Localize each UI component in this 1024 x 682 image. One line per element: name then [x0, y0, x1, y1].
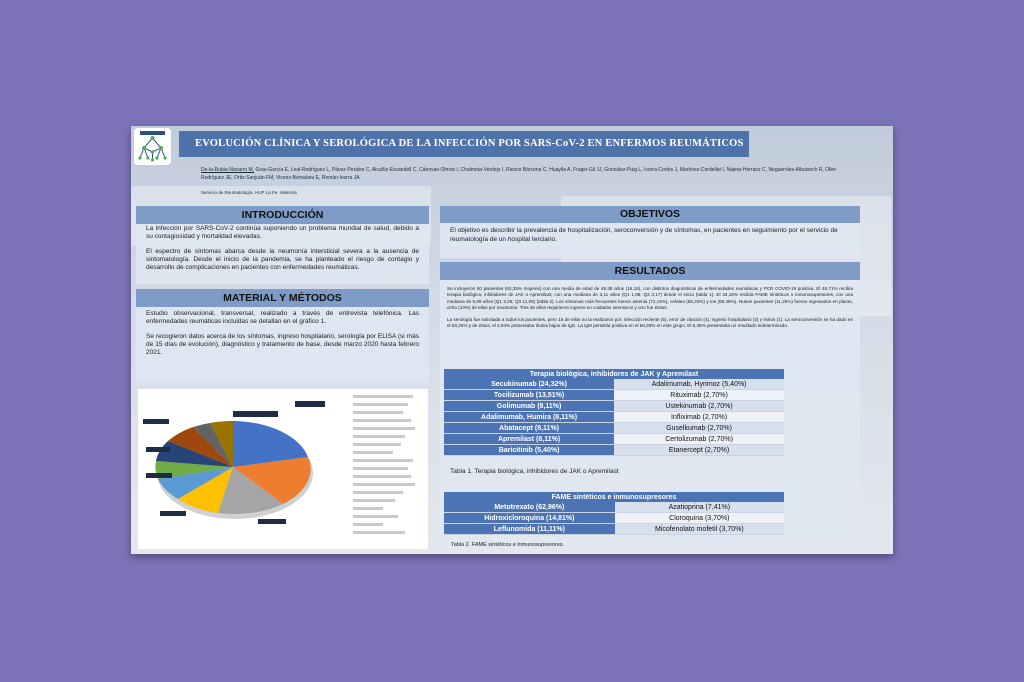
section-heading: MATERIAL Y MÉTODOS	[136, 289, 429, 307]
paragraph: La serología fue solicitada a todos los pacientes, pero 15 de ellos no la realizaron por: infección reciente (5), error de citación (4), ingreso hospitalario (2) y éxitus (1). La seroconversión se ha dado en el 53,25% y de éstos, el 2,94% presentaba títulos bajos de IgG. La IgM persistía positiva en el 56,25% en este grupo. El 6,45% presentaba un resultado indeterminado.	[447, 316, 853, 329]
paragraph: Se incluyeron 80 pacientes (62,35% mujeres) con una media de edad de 49,38 años (16,16), con distintos diagnósticos de enfermedades reumáticas y PCR COVID-19 positiva. El 48,71% recibía terapia biológica, inhibidores de JAK o Apremilast, con una mediana de 3,11 años (Q1 1,08; Q3 3,17) desde el inicio (tabla 1). El 34,18% recibía FAME sintéticos o inmunosupresores, con una mediana de 5,09 años (Q1 2,25; Q3 11,09) (tabla 2). Los síntomas más frecuentes fueron astenia (72,15%), cefalea (66,23%) y tos (59,49%). Nueve pacientes (11,25%) fueron ingresados en planta, ocho (10%) de ellos por neumonía. Tres de ellos requirieron ingreso en cuidados intensivos y uno fue éxitus.	[447, 286, 853, 311]
pie-chart-graphic	[138, 389, 428, 549]
poster-header	[131, 126, 893, 194]
table-caption: Tabla 1. Terapia biológica, inhibidores de JAK o Apremilast	[450, 468, 619, 475]
table-cell: Ustekinumab (2,70%)	[614, 401, 784, 412]
table-cell: Tocilizumab (13,51%)	[444, 390, 614, 401]
table-cell: Azatioprina (7,41%)	[615, 502, 784, 513]
table-cell: Secukinumab (24,32%)	[444, 379, 614, 390]
table-row	[444, 423, 784, 434]
table-cell: Abatacept (8,11%)	[444, 423, 614, 434]
table-row	[444, 445, 784, 456]
table-cell: Micofenolato mofetil (3,70%)	[615, 524, 784, 535]
section-heading: INTRODUCCIÓN	[136, 206, 429, 224]
table-cell: Metotrexato (62,96%)	[444, 502, 615, 513]
biologic-therapy-table	[444, 369, 784, 456]
table-row	[444, 401, 784, 412]
co-authors: Grau-García E, Leal-Rodríguez L, Pávez-Perales C, Alcañiz-Escandell C, Cánovas-Olmos I, Chalmeta-Verdejo I, Riesco Bárcena C, Huaylla A, Fragio-Gil JJ, González-Puig L, Ivorra-Cortés J, Martínez-Cordellat I, Nájera-Herranz C, Negueroles-Albuixech R, Oller-Rodríguez JE, Ortiz-Sanjuán FM, Vicens-Bernabeu E, Román-Ivorra JA	[201, 167, 838, 181]
poster	[131, 126, 893, 554]
table-row	[444, 390, 784, 401]
introduction-section	[136, 206, 429, 284]
pie-chart-figure	[138, 389, 428, 549]
section-heading: OBJETIVOS	[440, 206, 860, 223]
methods-section	[136, 289, 429, 383]
table-row	[444, 502, 784, 513]
paragraph: La infección por SARS-CoV-2 continúa suponiendo un problema mundial de salud, debido a su contagiosidad y mortalidad elevadas.	[146, 225, 419, 240]
paragraph: El objetivo es describir la prevalencia de hospitalización, seroconversión y de síntomas, en pacientes en seguimiento por el servicio de reumatología de un hospital terciario.	[450, 227, 838, 243]
table-caption: Tabla 2. FAME sintéticos e inmunosupresores.	[451, 542, 565, 548]
table-cell: Baricitinib (5,40%)	[444, 445, 614, 456]
table-row	[444, 513, 784, 524]
table-header: FAME sintéticos e inmunosupresores	[444, 492, 784, 502]
affiliation: Servicio de Reumatología. HUP La Fe. Valencia	[201, 190, 297, 195]
paragraph: Se recogieron datos acerca de los síntomas, ingreso hospitalario, serología por ELISA (si más de 15 días de evolución), diagnóstico y tratamiento de base, desde marzo 2020 hasta febrero 2021.	[146, 333, 419, 356]
table-row	[444, 379, 784, 390]
poster-title: EVOLUCIÓN CLÍNICA Y SEROLÓGICA DE LA INFECCIÓN POR SARS-CoV-2 EN ENFERMOS REUMÁTICOS	[195, 138, 744, 149]
table-cell: Etanercept (2,70%)	[614, 445, 784, 456]
table-row	[444, 524, 784, 535]
paragraph: Estudio observacional, transversal, realizado a través de entrevista telefónica. Las enfermedades reumáticas incluidas se detallan en el gráfico 1.	[146, 310, 419, 325]
table-cell: Guselkumab (2,70%)	[614, 423, 784, 434]
table-cell: Infliximab (2,70%)	[614, 412, 784, 423]
section-heading: RESULTADOS	[440, 262, 860, 280]
paragraph: El espectro de síntomas abarca desde la neumonía intersticial severa a la ausencia de sintomatología. Desde el inicio de la pandemia, se ha planteado el riesgo de contagio y desarrollo de complicaciones en pacientes con enfermedades reumáticas.	[146, 248, 419, 271]
table-cell: Certolizumab (2,70%)	[614, 434, 784, 445]
table-cell: Apremilast (8,11%)	[444, 434, 614, 445]
table-cell: Adalimumab, Hyrimoz (5,40%)	[614, 379, 784, 390]
objectives-section	[440, 206, 860, 258]
table-cell: Golimumab (8,11%)	[444, 401, 614, 412]
society-logo-icon	[134, 128, 171, 165]
author-list	[201, 166, 851, 182]
fame-table	[444, 492, 784, 535]
table-cell: Rituximab (2,70%)	[614, 390, 784, 401]
table-header: Terapia biológica, inhibidores de JAK y Apremilast	[444, 369, 784, 379]
table-cell: Hidroxicloroquina (14,81%)	[444, 513, 615, 524]
table-row	[444, 412, 784, 423]
first-author: De-la-Rubia-Navarro M,	[201, 167, 255, 173]
table-row	[444, 434, 784, 445]
table-cell: Adalimumab, Humira (8,11%)	[444, 412, 614, 423]
table-cell: Cloroquina (3,70%)	[615, 513, 784, 524]
table-cell: Leflunomida (11,11%)	[444, 524, 615, 535]
